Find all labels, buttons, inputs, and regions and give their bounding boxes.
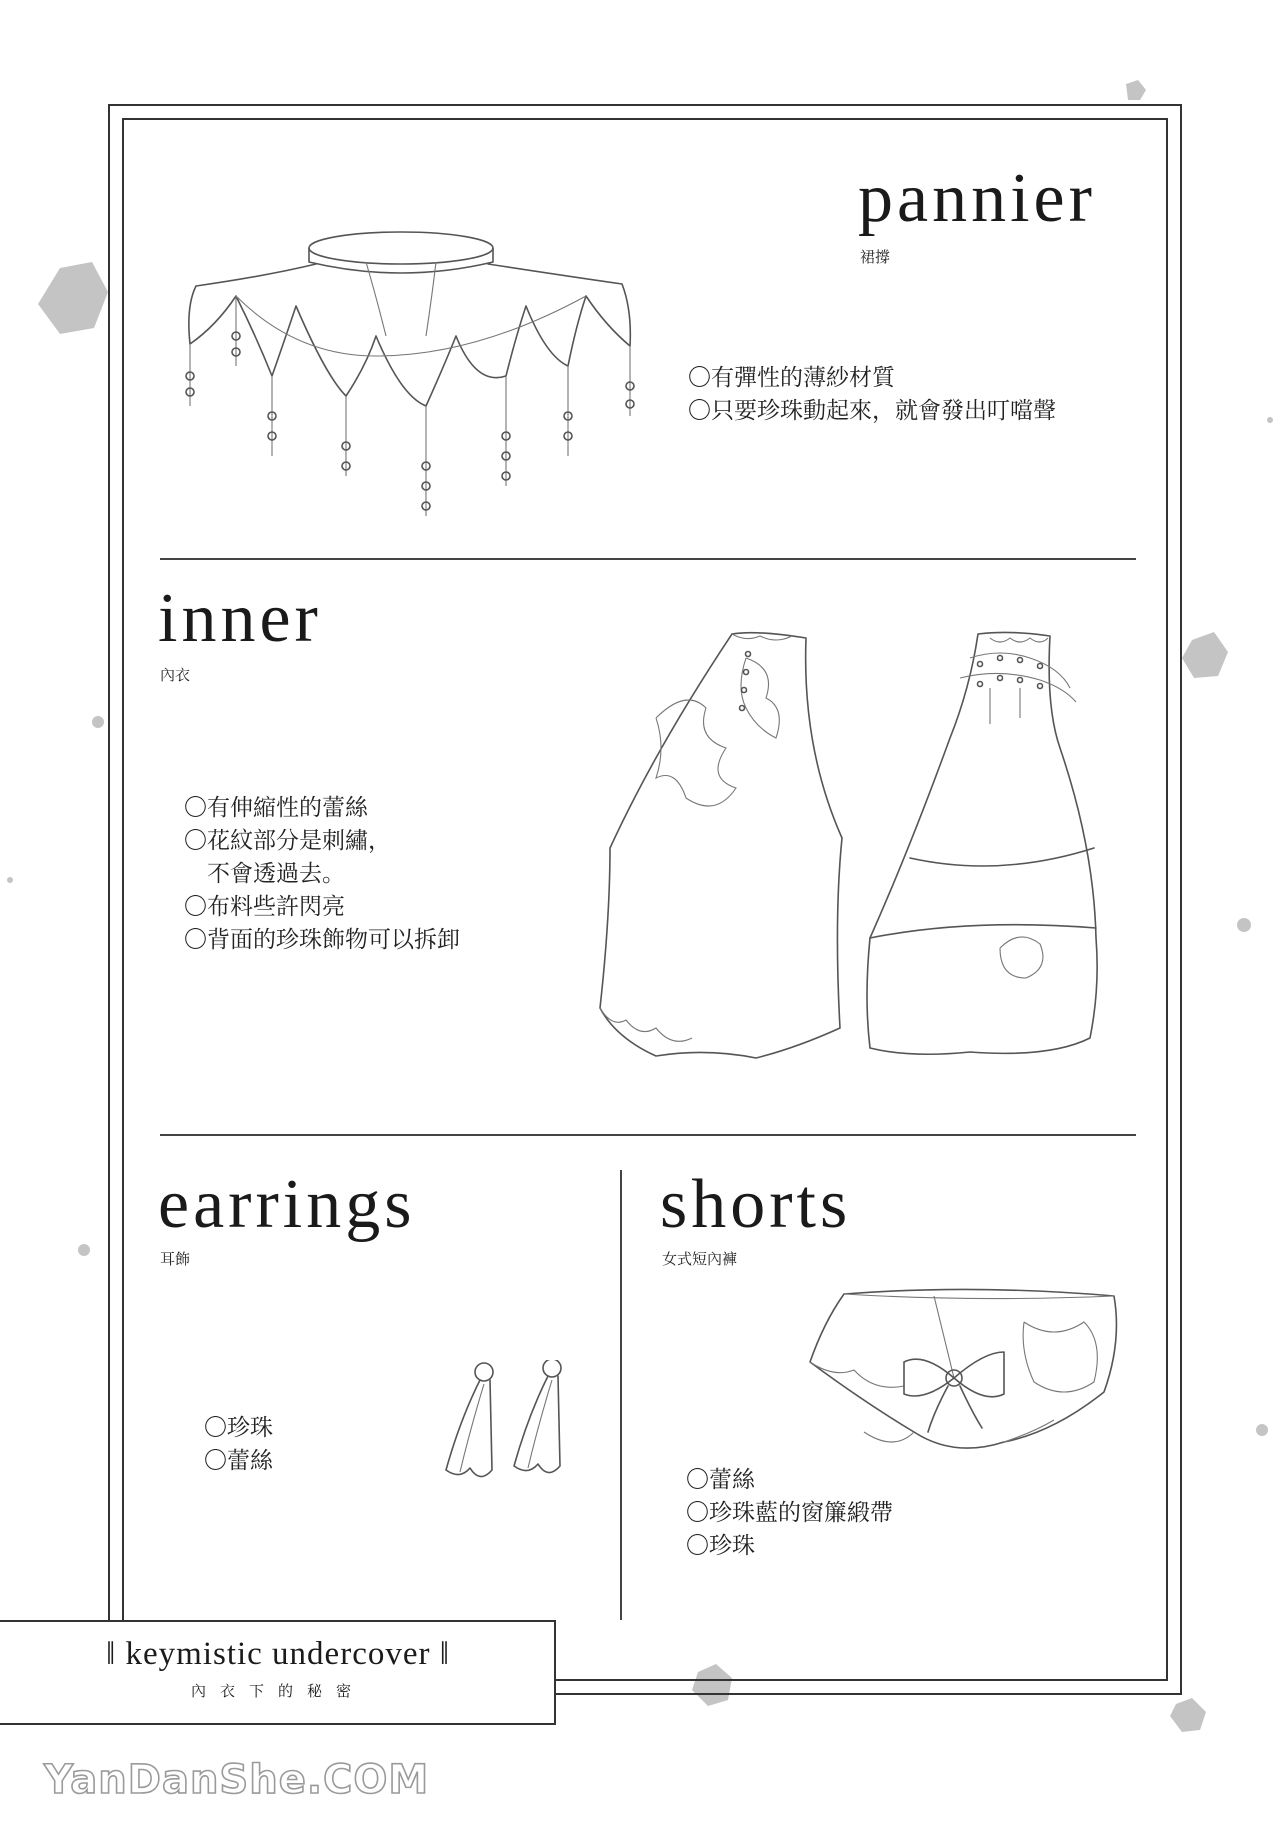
inner-note: 〇布料些許閃亮 <box>184 894 345 920</box>
pannier-note: 〇只要珍珠動起來，就會發出叮噹聲 <box>688 398 1056 424</box>
pannier-notes <box>688 362 1056 428</box>
inner-subtitle: 內衣 <box>160 666 191 684</box>
pannier-note: 〇有彈性的薄紗材質 <box>688 365 895 391</box>
divider-earrings-shorts <box>620 1170 622 1620</box>
caption-title: ‖ keymistic undercover ‖ <box>105 1636 450 1672</box>
divider-pannier-inner <box>160 558 1136 560</box>
ink-blot <box>1256 1424 1268 1436</box>
earrings-subtitle: 耳飾 <box>160 1250 191 1268</box>
shorts-subtitle: 女式短內褲 <box>662 1250 738 1268</box>
ink-blot <box>1267 417 1273 423</box>
ink-blot <box>1237 918 1251 932</box>
divider-inner-bottom <box>160 1134 1136 1136</box>
ink-blot <box>38 262 108 334</box>
inner-back-illustration <box>850 628 1110 1068</box>
earrings-illustration <box>440 1360 590 1490</box>
earrings-note: 〇珍珠 <box>204 1415 273 1441</box>
inner-note: 不會透過去。 <box>184 861 345 887</box>
pearl-strands <box>186 296 634 516</box>
shorts-note: 〇蕾絲 <box>686 1467 755 1493</box>
earrings-notes <box>204 1412 273 1478</box>
shorts-note: 〇珍珠藍的窗簾緞帶 <box>686 1500 893 1526</box>
inner-title: inner <box>158 580 322 657</box>
inner-note: 〇有伸縮性的蕾絲 <box>184 795 368 821</box>
shorts-illustration <box>804 1282 1134 1462</box>
ink-blot <box>92 716 104 728</box>
shorts-note: 〇珍珠 <box>686 1533 755 1559</box>
watermark: YanDanShe.COM <box>44 1757 430 1803</box>
pannier-illustration <box>176 226 646 536</box>
inner-front-illustration <box>596 628 846 1068</box>
caption-subtitle: 內衣下的秘密 <box>190 1682 365 1700</box>
ink-blot <box>7 877 13 883</box>
earrings-title: earrings <box>158 1166 416 1243</box>
pannier-subtitle: 裙撐 <box>860 248 891 266</box>
ink-blot <box>78 1244 90 1256</box>
pannier-title: pannier <box>858 160 1096 237</box>
inner-notes <box>184 792 460 957</box>
earrings-note: 〇蕾絲 <box>204 1448 273 1474</box>
ink-blot <box>1126 80 1146 100</box>
shorts-title: shorts <box>660 1166 852 1243</box>
ink-blot <box>1182 632 1228 678</box>
shorts-notes <box>686 1464 893 1563</box>
inner-note: 〇花紋部分是刺繡， <box>184 828 391 854</box>
inner-note: 〇背面的珍珠飾物可以拆卸 <box>184 927 460 953</box>
ink-blot <box>1170 1698 1206 1732</box>
